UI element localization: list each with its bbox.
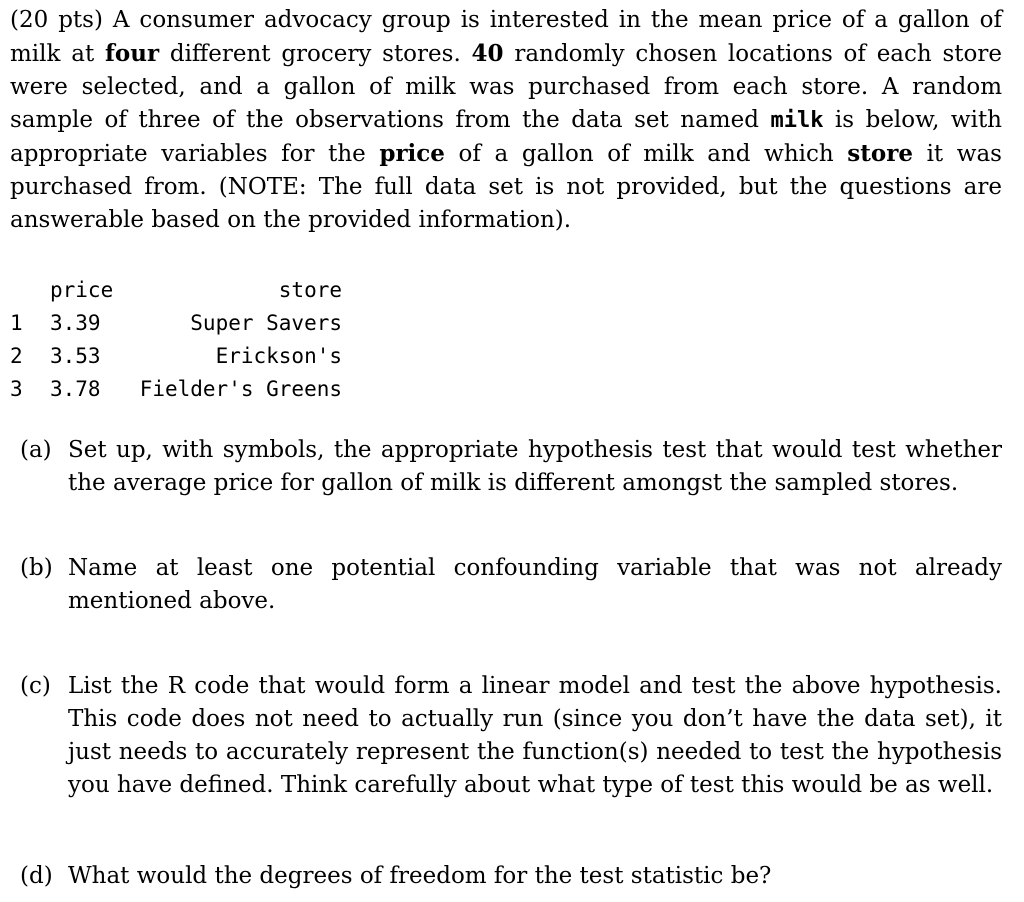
header-store: store <box>278 278 342 302</box>
question-b-label: (b) <box>20 555 53 581</box>
row-index: 1 <box>10 311 23 335</box>
table-row <box>10 373 342 406</box>
sample-data-table <box>10 274 342 406</box>
question-c-label: (c) <box>20 673 51 699</box>
intro-text-1: (20 pts) A consumer advocacy group is interested in the mean price of a gallon of milk at <box>10 7 1002 67</box>
intro-bold-store: store <box>847 140 913 167</box>
intro-bold-four: four <box>104 40 160 67</box>
question-c-text: List the R code that would form a linear model and test the above hypothesis. This code does not need to actually run (since you don’t have the data set), it just needs to accurately represent the function(s) needed to test the hypothesis you have defined. Think carefully about what type of test this would be as well. <box>68 673 1002 798</box>
intro-bold-price: price <box>379 140 445 167</box>
intro-text-2: different grocery stores. <box>159 41 472 67</box>
row-index: 2 <box>10 344 23 368</box>
problem-intro <box>10 4 1002 237</box>
question-d-text: What would the degrees of freedom for the test statistic be? <box>68 863 772 889</box>
intro-text-4: is below, with appropriate variables for the <box>10 107 1002 167</box>
question-a <box>20 434 1002 500</box>
row-store: Fielder's Greens <box>139 377 342 401</box>
header-price: price <box>50 278 114 302</box>
question-a-text: Set up, with symbols, the appropriate hypothesis test that would test whether the average price for gallon of milk is different amongst the sampled stores. <box>68 437 1002 496</box>
row-store: Erickson's <box>215 344 342 368</box>
header-index <box>10 274 50 307</box>
table-row <box>10 340 342 373</box>
question-d <box>20 860 1002 893</box>
table-header-row <box>10 274 342 307</box>
intro-bold-forty: 40 <box>471 40 504 67</box>
row-index: 3 <box>10 377 23 401</box>
row-price: 3.53 <box>50 344 101 368</box>
row-price: 3.78 <box>50 377 101 401</box>
question-c <box>20 670 1002 802</box>
question-b-text: Name at least one potential confounding variable that was not already mentioned above. <box>68 555 1002 614</box>
question-d-label: (d) <box>20 863 53 889</box>
row-store: Super Savers <box>190 311 342 335</box>
intro-text-5: of a gallon of milk and which <box>444 141 848 167</box>
intro-text-6: it was purchased from. (NOTE: The full data set is not provided, but the questions are answerable based on the provided information). <box>10 141 1002 233</box>
table-row <box>10 307 342 340</box>
intro-code-milk: milk <box>770 108 824 133</box>
row-price: 3.39 <box>50 311 101 335</box>
question-a-label: (a) <box>20 437 52 463</box>
question-b <box>20 552 1002 618</box>
intro-text-3: randomly chosen locations of each store were selected, and a gallon of milk was purchased from each store. A random sample of three of the observations from the data set named <box>10 41 1002 133</box>
